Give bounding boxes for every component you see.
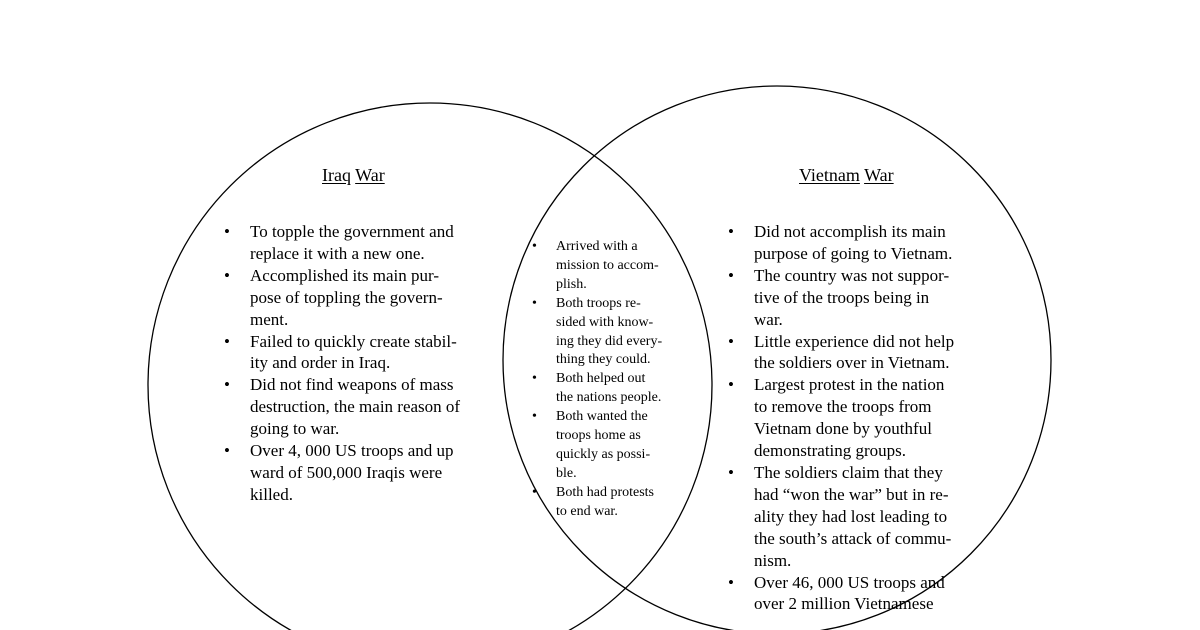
bullet-text-line: troops home as [556, 428, 641, 444]
bullet-text-line: Vietnam done by youthful [754, 419, 932, 439]
bullet-text-line: • The soldiers claim that they [754, 462, 943, 482]
bullet-text-line: ity and order in Iraq. [250, 353, 391, 373]
bullet-text-line: • Both wanted the [556, 409, 648, 425]
bullet-text-line: • Both helped out [556, 371, 646, 387]
bullet-text-line: • To topple the government and [250, 222, 454, 241]
bullet-text-line: thing they could. [556, 352, 651, 368]
bullet-item [529, 238, 662, 295]
bullet-text-line: tive of the troops being in [754, 287, 930, 307]
shared-list [529, 238, 662, 522]
bullet-text-line: ality they had lost leading to [754, 506, 948, 526]
bullet-text-line: sided with know- [556, 314, 654, 330]
bullet-text-line: • Both troops re- [556, 295, 641, 311]
bullet-text-line: • Did not find weapons of mass [250, 375, 454, 395]
bullet-text-line: over 2 million Vietnamese [754, 594, 934, 614]
bullet-text-line: • Little experience did not help [754, 331, 955, 351]
bullet-item [222, 331, 460, 375]
iraq-war-list [222, 221, 460, 506]
bullet-item [529, 408, 662, 484]
bullet-text-line: • Failed to quickly create stabil- [250, 331, 457, 351]
bullet-text-line: going to war. [250, 419, 340, 439]
bullet-item [529, 484, 662, 522]
bullet-text-line: ing they did every- [556, 333, 663, 349]
bullet-text-line: • Accomplished its main pur- [250, 265, 439, 285]
bullet-item [726, 462, 954, 572]
bullet-item [529, 370, 662, 408]
bullet-text-line: demonstrating groups. [754, 441, 907, 461]
bullet-text-line: • Over 4, 000 US troops and up [250, 441, 454, 461]
bullet-item [726, 221, 954, 265]
bullet-item [222, 221, 460, 265]
bullet-text-line: • Arrived with a [556, 239, 638, 254]
bullet-text-line: • Largest protest in the nation [754, 375, 945, 395]
bullet-text-line: • Did not accomplish its main [754, 222, 946, 241]
bullet-text-line: replace it with a new one. [250, 243, 425, 263]
bullet-item [222, 265, 460, 331]
bullet-text-line: war. [754, 309, 783, 329]
bullet-text-line: killed. [250, 484, 293, 504]
bullet-text-line: • Both had protests [556, 484, 654, 500]
bullet-item [726, 374, 954, 462]
bullet-text-line: quickly as possi- [556, 446, 651, 462]
bullet-text-line: • Over 46, 000 US troops and [754, 572, 945, 592]
bullet-text-line: purpose of going to Vietnam. [754, 243, 953, 263]
bullet-item [726, 265, 954, 331]
bullet-text-line: pose of toppling the govern- [250, 287, 443, 307]
bullet-text-line: ward of 500,000 Iraqis were [250, 462, 443, 482]
bullet-item [726, 572, 954, 616]
bullet-text-line: the soldiers over in Vietnam. [754, 353, 950, 373]
bullet-text-line: to end war. [556, 503, 618, 519]
bullet-text-line: • The country was not suppor- [754, 265, 950, 285]
bullet-text-line: the nations people. [556, 390, 662, 406]
bullet-text-line: nism. [754, 550, 792, 570]
vietnam-war-title: Vietnam War [799, 165, 894, 185]
bullet-item [222, 374, 460, 440]
bullet-item [222, 440, 460, 506]
bullet-text-line: plish. [556, 276, 587, 292]
bullet-text-line: to remove the troops from [754, 397, 932, 417]
bullet-text-line: destruction, the main reason of [250, 397, 461, 417]
iraq-war-title: Iraq War [322, 165, 385, 185]
bullet-item [726, 331, 954, 375]
bullet-item [529, 295, 662, 371]
bullet-text-line: ment. [250, 309, 289, 329]
bullet-text-line: ble. [556, 465, 577, 481]
bullet-text-line: had “won the war” but in re- [754, 484, 949, 504]
bullet-text-line: mission to accom- [556, 257, 659, 273]
bullet-text-line: the south’s attack of commu- [754, 528, 952, 548]
vietnam-war-list [726, 221, 954, 615]
